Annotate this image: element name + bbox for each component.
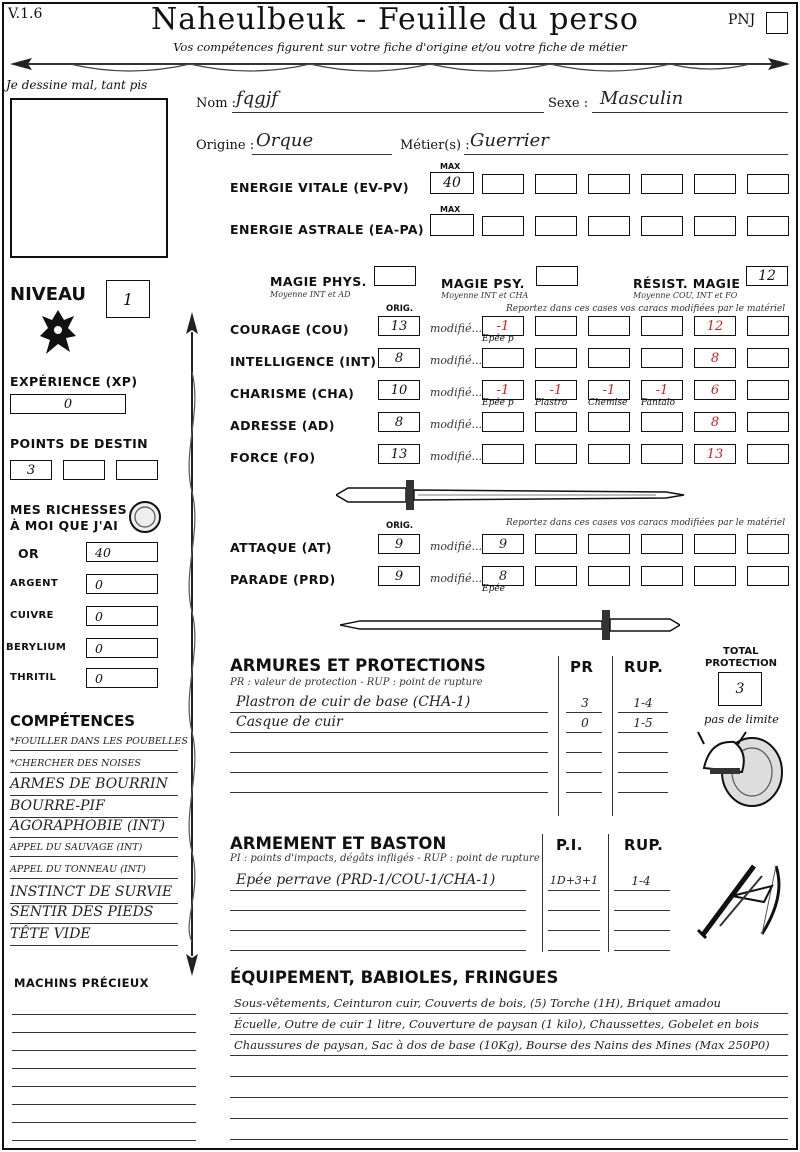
combat-label: PARADE (PRD) bbox=[230, 572, 336, 587]
destiny-label: POINTS DE DESTIN bbox=[10, 436, 149, 451]
equipment-line bbox=[230, 1139, 788, 1140]
armor-divider-1 bbox=[558, 656, 559, 816]
magic-resist-label: RÉSIST. MAGIE bbox=[633, 276, 741, 291]
magic-psy-label: MAGIE PSY. bbox=[441, 276, 525, 291]
equipment-line bbox=[230, 1076, 788, 1077]
modifie-label: modifié... bbox=[430, 418, 482, 431]
skill-item: SENTIR DES PIEDS bbox=[10, 904, 154, 920]
modifie-label: modifié... bbox=[430, 386, 482, 399]
combat-mod-box[interactable] bbox=[641, 566, 683, 586]
stat-mod-box[interactable] bbox=[535, 316, 577, 336]
sexe-line bbox=[592, 112, 788, 113]
weapon-line bbox=[230, 910, 526, 911]
weapons-subtitle: PI : points d'impacts, dégâts infligés - RUP : point de rupture bbox=[230, 853, 540, 864]
sword-decoration-2 bbox=[340, 608, 680, 642]
ev-track-box[interactable] bbox=[588, 174, 630, 194]
combat-mod-box[interactable]: 9 bbox=[482, 534, 524, 554]
stat-mod-box[interactable]: -1 bbox=[588, 380, 630, 400]
weapons-col-pi: P.I. bbox=[556, 836, 583, 854]
treasures-label: MACHINS PRÉCIEUX bbox=[14, 976, 149, 990]
stat-mod-box[interactable] bbox=[482, 412, 524, 432]
origine-value[interactable]: Orque bbox=[256, 130, 314, 151]
weapon-pi-line bbox=[548, 950, 600, 951]
sexe-label: Sexe : bbox=[548, 96, 589, 111]
skills-label: COMPÉTENCES bbox=[10, 712, 136, 730]
modifie-label: modifié... bbox=[430, 322, 482, 335]
coin-icon bbox=[128, 500, 162, 534]
ev-track-box[interactable] bbox=[694, 174, 736, 194]
stat-mod-note: Epée p bbox=[482, 334, 514, 344]
skill-item: *CHERCHER DES NOISES bbox=[10, 758, 141, 769]
stat-orig-box[interactable]: 13 bbox=[378, 316, 420, 336]
stat-orig-box[interactable]: 10 bbox=[378, 380, 420, 400]
stat-label: INTELLIGENCE (INT) bbox=[230, 354, 377, 369]
stat-label: ADRESSE (AD) bbox=[230, 418, 335, 433]
wealth-label-berylium: BERYLIUM bbox=[6, 642, 67, 653]
wealth-value-thritil[interactable]: 0 bbox=[86, 668, 158, 688]
stat-mod-box[interactable]: 13 bbox=[694, 444, 736, 464]
nom-label: Nom : bbox=[196, 96, 237, 111]
stat-mod-note: Epée p bbox=[482, 398, 514, 408]
armor-rup-line bbox=[618, 772, 668, 773]
skill-line bbox=[10, 923, 178, 924]
nom-line bbox=[232, 112, 544, 113]
weapons-icon bbox=[692, 856, 788, 942]
combat-mod-note: Epée bbox=[482, 584, 505, 594]
ev-track-box[interactable] bbox=[641, 174, 683, 194]
wealth-label-thritil: THRITIL bbox=[10, 672, 57, 683]
stat-mod-box[interactable]: 8 bbox=[694, 412, 736, 432]
ea-track-box[interactable] bbox=[482, 216, 524, 236]
helmet-shield-icon bbox=[696, 728, 786, 810]
ev-track-box[interactable] bbox=[482, 174, 524, 194]
ea-track-box[interactable] bbox=[535, 216, 577, 236]
modifie-label: modifié... bbox=[430, 354, 482, 367]
stat-mod-box[interactable] bbox=[588, 348, 630, 368]
wealth-value-berylium[interactable]: 0 bbox=[86, 638, 158, 658]
combat-orig-box[interactable]: 9 bbox=[378, 534, 420, 554]
stat-mod-box[interactable] bbox=[535, 348, 577, 368]
stat-mod-box[interactable] bbox=[747, 380, 789, 400]
combat-mod-box[interactable] bbox=[747, 534, 789, 554]
stat-mod-box[interactable] bbox=[641, 348, 683, 368]
weapon-rup-line bbox=[614, 950, 670, 951]
equipment-title: ÉQUIPEMENT, BABIOLES, FRINGUES bbox=[230, 968, 559, 987]
skill-item: APPEL DU SAUVAGE (INT) bbox=[10, 842, 143, 853]
level-label: NIVEAU bbox=[10, 284, 86, 305]
equipment-line-text[interactable]: Sous-vêtements, Ceinturon cuir, Couverts de bois, (5) Torche (1H), Briquet amadou bbox=[234, 996, 721, 1010]
skill-line bbox=[10, 878, 178, 879]
stat-mod-note: Pantalo bbox=[641, 398, 676, 408]
combat-mod-box[interactable] bbox=[535, 566, 577, 586]
ea-max-box[interactable] bbox=[430, 214, 474, 236]
combat-mod-box[interactable] bbox=[641, 534, 683, 554]
magic-phys-note: Moyenne INT et AD bbox=[270, 290, 351, 299]
stat-mod-box[interactable] bbox=[588, 316, 630, 336]
limit-note: pas de limite bbox=[704, 712, 779, 726]
stat-mod-box[interactable] bbox=[747, 348, 789, 368]
wealth-value-or[interactable]: 40 bbox=[86, 542, 158, 562]
modifie-label: modifié... bbox=[430, 540, 482, 553]
stat-mod-box[interactable] bbox=[535, 412, 577, 432]
destiny-box[interactable]: 3 bbox=[10, 460, 52, 480]
armor-subtitle: PR : valeur de protection - RUP : point de rupture bbox=[230, 677, 483, 688]
stat-mod-box[interactable]: -1 bbox=[641, 380, 683, 400]
stat-orig-box[interactable]: 8 bbox=[378, 412, 420, 432]
equipment-line-text[interactable]: Chaussures de paysan, Sac à dos de base (10Kg), Bourse des Nains des Mines (Max 250P0) bbox=[234, 1038, 770, 1052]
treasure-line bbox=[12, 1032, 196, 1033]
weapons-divider-2 bbox=[608, 834, 609, 952]
stat-mod-box[interactable]: -1 bbox=[482, 316, 524, 336]
stat-mod-box[interactable]: -1 bbox=[482, 380, 524, 400]
total-protection-label-1: TOTAL bbox=[723, 646, 759, 657]
armor-pr-line bbox=[566, 712, 602, 713]
skill-line bbox=[10, 772, 178, 773]
stat-mod-box[interactable] bbox=[641, 316, 683, 336]
skill-item: BOURRE-PIF bbox=[10, 798, 105, 814]
destiny-box[interactable] bbox=[63, 460, 105, 480]
armor-rup-line bbox=[618, 732, 668, 733]
armor-pr[interactable]: 3 bbox=[581, 696, 589, 710]
orig-label-combat: ORIG. bbox=[386, 521, 414, 531]
report-note-combat: Reportez dans ces cases vos caracs modifiées par le matériel bbox=[506, 518, 786, 528]
treasure-line bbox=[12, 1050, 196, 1051]
destiny-box[interactable] bbox=[116, 460, 158, 480]
skill-line bbox=[10, 795, 178, 796]
weapon-pi-line bbox=[548, 890, 600, 891]
armor-divider-2 bbox=[612, 656, 613, 816]
portrait-label: Je dessine mal, tant pis bbox=[6, 78, 148, 92]
stat-mod-box[interactable]: 12 bbox=[694, 316, 736, 336]
stat-mod-box[interactable] bbox=[588, 444, 630, 464]
combat-mod-box[interactable]: 8 bbox=[482, 566, 524, 586]
origine-line bbox=[252, 154, 392, 155]
wealth-label-argent: ARGENT bbox=[10, 578, 59, 589]
treasure-line bbox=[12, 1140, 196, 1141]
ea-label: ENERGIE ASTRALE (EA-PA) bbox=[230, 222, 425, 237]
armor-rup-line bbox=[618, 712, 668, 713]
armor-rup[interactable]: 1-5 bbox=[633, 716, 653, 730]
magic-phys-box[interactable] bbox=[374, 266, 416, 286]
nom-value[interactable]: fqgjf bbox=[236, 88, 278, 109]
armor-rup[interactable]: 1-4 bbox=[633, 696, 653, 710]
stat-orig-box[interactable]: 13 bbox=[378, 444, 420, 464]
combat-label: ATTAQUE (AT) bbox=[230, 540, 332, 555]
sexe-value[interactable]: Masculin bbox=[600, 88, 684, 109]
magic-resist-note: Moyenne COU, INT et FO bbox=[633, 291, 738, 300]
skill-item: AGORAPHOBIE (INT) bbox=[10, 818, 166, 834]
treasure-line bbox=[12, 1086, 196, 1087]
weapon-rup-line bbox=[614, 930, 670, 931]
wealth-label-or: OR bbox=[18, 546, 40, 561]
metier-line bbox=[464, 154, 788, 155]
ea-track-box[interactable] bbox=[747, 216, 789, 236]
armor-pr-line bbox=[566, 772, 602, 773]
combat-mod-box[interactable] bbox=[694, 534, 736, 554]
armor-pr[interactable]: 0 bbox=[581, 716, 589, 730]
ev-max-label: MAX bbox=[440, 162, 461, 171]
stat-mod-box[interactable] bbox=[588, 412, 630, 432]
treasure-line bbox=[12, 1068, 196, 1069]
stat-mod-box[interactable] bbox=[482, 348, 524, 368]
magic-psy-note: Moyenne INT et CHA bbox=[441, 291, 529, 300]
combat-orig-box[interactable]: 9 bbox=[378, 566, 420, 586]
armor-pr-line bbox=[566, 792, 602, 793]
skill-line bbox=[10, 856, 178, 857]
skill-line bbox=[10, 750, 178, 751]
wealth-label-cuivre: CUIVRE bbox=[10, 610, 54, 621]
weapon-pi[interactable]: 1D+3+1 bbox=[549, 874, 599, 887]
ev-track-box[interactable] bbox=[747, 174, 789, 194]
portrait-box[interactable] bbox=[10, 98, 168, 258]
wealth-value-cuivre[interactable]: 0 bbox=[86, 606, 158, 626]
level-box[interactable]: 1 bbox=[106, 280, 150, 318]
stat-mod-box[interactable] bbox=[747, 412, 789, 432]
skill-item: INSTINCT DE SURVIE bbox=[10, 884, 173, 900]
stat-mod-note: Chemise bbox=[588, 398, 628, 408]
armor-rup-line bbox=[618, 792, 668, 793]
treasure-line bbox=[12, 1014, 196, 1015]
xp-box[interactable]: 0 bbox=[10, 394, 126, 414]
magic-psy-box[interactable] bbox=[536, 266, 578, 286]
weapon-name[interactable]: Epée perrave (PRD-1/COU-1/CHA-1) bbox=[236, 872, 496, 888]
weapons-title: ARMEMENT ET BASTON bbox=[230, 834, 447, 853]
ev-max-box[interactable]: 40 bbox=[430, 172, 474, 194]
stat-mod-box[interactable] bbox=[641, 412, 683, 432]
treasure-line bbox=[12, 1122, 196, 1123]
dragon-icon bbox=[36, 306, 80, 362]
combat-mod-box[interactable] bbox=[588, 534, 630, 554]
total-protection-box[interactable]: 3 bbox=[718, 672, 762, 706]
stat-mod-box[interactable] bbox=[535, 444, 577, 464]
weapon-rup-line bbox=[614, 890, 670, 891]
armor-col-rup: RUP. bbox=[624, 658, 664, 676]
modifie-label: modifié... bbox=[430, 572, 482, 585]
armor-name[interactable]: Plastron de cuir de base (CHA-1) bbox=[236, 694, 471, 710]
wealth-label-line2: À MOI QUE J'AI bbox=[10, 518, 119, 533]
pnj-label: PNJ bbox=[728, 12, 756, 28]
skill-item: *FOUILLER DANS LES POUBELLES bbox=[10, 736, 188, 747]
ea-max-label: MAX bbox=[440, 205, 461, 214]
stat-orig-box[interactable]: 8 bbox=[378, 348, 420, 368]
wealth-value-argent[interactable]: 0 bbox=[86, 574, 158, 594]
magic-phys-label: MAGIE PHYS. bbox=[270, 274, 367, 289]
stat-mod-box[interactable]: -1 bbox=[535, 380, 577, 400]
version-label: V.1.6 bbox=[8, 6, 43, 22]
weapon-line bbox=[230, 890, 526, 891]
xp-label: EXPÉRIENCE (XP) bbox=[10, 374, 138, 389]
armor-rup-line bbox=[618, 752, 668, 753]
combat-mod-box[interactable] bbox=[588, 566, 630, 586]
stat-mod-box[interactable] bbox=[482, 444, 524, 464]
armor-name[interactable]: Casque de cuir bbox=[236, 714, 343, 730]
modifie-label: modifié... bbox=[430, 450, 482, 463]
weapon-line bbox=[230, 930, 526, 931]
armor-col-pr: PR bbox=[570, 658, 594, 676]
skill-line bbox=[10, 945, 178, 946]
combat-mod-box[interactable] bbox=[747, 566, 789, 586]
ev-track-box[interactable] bbox=[535, 174, 577, 194]
treasure-line bbox=[12, 1104, 196, 1105]
wealth-label-line1: MES RICHESSES bbox=[10, 502, 127, 517]
armor-line bbox=[230, 792, 548, 793]
magic-resist-box[interactable]: 12 bbox=[746, 266, 788, 286]
equipment-line bbox=[230, 1118, 788, 1119]
pnj-checkbox[interactable] bbox=[766, 12, 788, 34]
stat-label: COURAGE (COU) bbox=[230, 322, 349, 337]
armor-line bbox=[230, 772, 548, 773]
sheet-subtitle: Vos compétences figurent sur votre fiche d'origine et/ou votre fiche de métier bbox=[173, 40, 627, 54]
armor-line bbox=[230, 732, 548, 733]
equipment-line bbox=[230, 1097, 788, 1098]
combat-mod-box[interactable] bbox=[694, 566, 736, 586]
stat-label: CHARISME (CHA) bbox=[230, 386, 355, 401]
weapon-rup[interactable]: 1-4 bbox=[631, 874, 651, 888]
weapons-col-rup: RUP. bbox=[624, 836, 664, 854]
equipment-line bbox=[230, 1013, 788, 1014]
combat-mod-box[interactable] bbox=[535, 534, 577, 554]
report-note-stats: Reportez dans ces cases vos caracs modifiées par le matériel bbox=[506, 304, 786, 314]
sheet-title: Naheulbeuk - Feuille du perso bbox=[151, 2, 639, 37]
stat-label: FORCE (FO) bbox=[230, 450, 316, 465]
sword-decoration-1 bbox=[336, 478, 686, 512]
skill-line bbox=[10, 837, 178, 838]
weapons-divider-1 bbox=[542, 834, 543, 952]
stat-mod-box[interactable]: 6 bbox=[694, 380, 736, 400]
skill-item: TÊTE VIDE bbox=[10, 926, 91, 942]
armor-title: ARMURES ET PROTECTIONS bbox=[230, 656, 486, 675]
skill-item: ARMES DE BOURRIN bbox=[10, 776, 168, 792]
armor-pr-line bbox=[566, 732, 602, 733]
equipment-line bbox=[230, 1055, 788, 1056]
metier-value[interactable]: Guerrier bbox=[470, 130, 549, 151]
stat-mod-box[interactable] bbox=[747, 444, 789, 464]
armor-pr-line bbox=[566, 752, 602, 753]
orig-label-stats: ORIG. bbox=[386, 304, 414, 314]
weapon-line bbox=[230, 950, 526, 951]
weapon-pi-line bbox=[548, 930, 600, 931]
ea-track-box[interactable] bbox=[588, 216, 630, 236]
ev-label: ENERGIE VITALE (EV-PV) bbox=[230, 180, 409, 195]
stat-mod-box[interactable] bbox=[747, 316, 789, 336]
equipment-line-text[interactable]: Écuelle, Outre de cuir 1 litre, Couverture de paysan (1 kilo), Chaussettes, Gobelet en bois bbox=[234, 1017, 759, 1031]
ea-track-box[interactable] bbox=[694, 216, 736, 236]
total-protection-label-2: PROTECTION bbox=[705, 658, 777, 669]
armor-line bbox=[230, 752, 548, 753]
ea-track-box[interactable] bbox=[641, 216, 683, 236]
skill-item: APPEL DU TONNEAU (INT) bbox=[10, 864, 146, 875]
weapon-rup-line bbox=[614, 910, 670, 911]
stat-mod-note: Plastro bbox=[535, 398, 568, 408]
stat-mod-box[interactable]: 8 bbox=[694, 348, 736, 368]
weapon-pi-line bbox=[548, 910, 600, 911]
vertical-spear-decoration bbox=[180, 312, 204, 976]
stat-mod-box[interactable] bbox=[641, 444, 683, 464]
equipment-line bbox=[230, 1034, 788, 1035]
origine-label: Origine : bbox=[196, 138, 255, 153]
armor-line bbox=[230, 712, 548, 713]
metier-label: Métier(s) : bbox=[400, 138, 470, 153]
